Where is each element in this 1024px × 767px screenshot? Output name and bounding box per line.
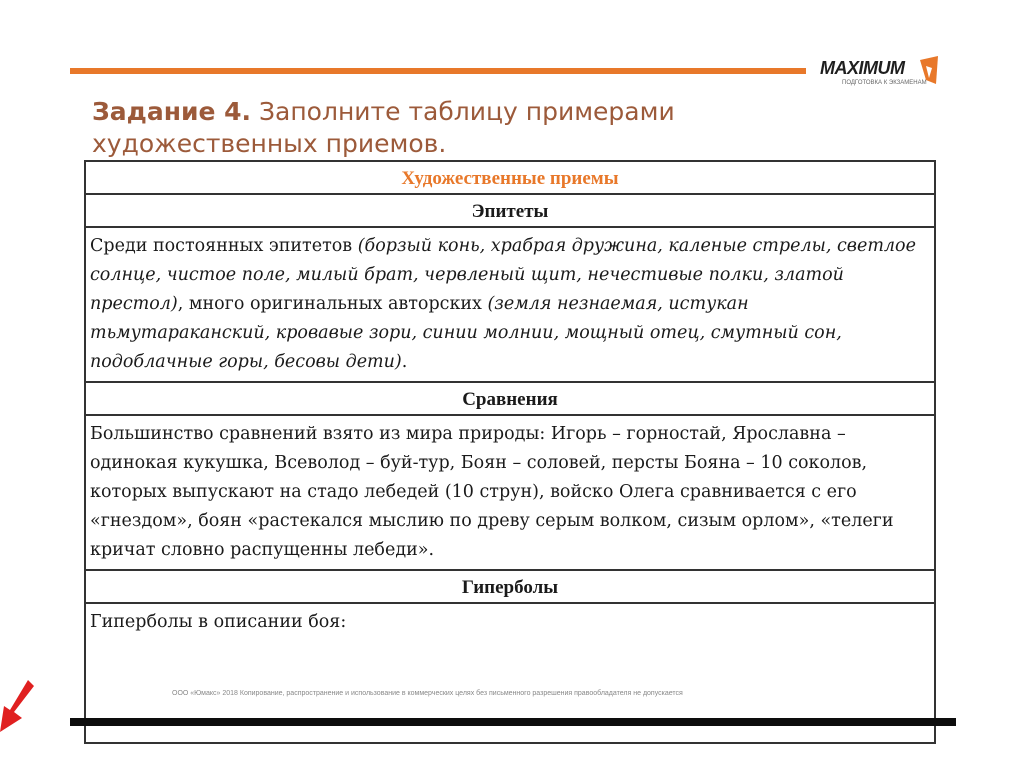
red-arrow-icon	[0, 678, 34, 734]
epithets-text-start: Среди постоянных эпитетов	[90, 236, 358, 256]
section-heading-comparisons: Сравнения	[86, 383, 934, 416]
epithets-examples-author: (земля незнаемая, истукан тьмутараканский, кровавые зори, синии молнии, мощный отец, смутный сон, подоблачные горы, бесовы дети)	[90, 294, 842, 372]
copyright-footer: ООО «Юмакс» 2018 Копирование, распространение и использование в коммерческих целях без письменного разрешения правообладателя не допускается	[172, 690, 683, 697]
top-accent-line	[70, 68, 806, 74]
logo-mark-icon	[916, 54, 942, 88]
section-heading-epithets: Эпитеты	[86, 195, 934, 228]
section-body-epithets	[86, 228, 934, 383]
section-heading-hyperboles: Гиперболы	[86, 571, 934, 604]
section-body-comparisons: Большинство сравнений взято из мира природы: Игорь – горностай, Ярославна – одинокая кукушка, Всеволод – буй-тур, Боян – соловей, персты Бояна – 10 соколов, которых выпускают на стадо лебедей (10 струн), войско Олега сравнивается с его «гнездом», боян «растекался мыслию по древу серым волком, сизым орлом», «телеги кричат словно распущенны лебеди».	[86, 416, 934, 571]
table-header: Художественные приемы	[86, 162, 934, 195]
logo-tagline: ПОДГОТОВКА К ЭКЗАМЕНАМ	[842, 80, 927, 86]
bottom-divider-line	[70, 718, 956, 726]
section-body-hyperboles: Гиперболы в описании боя:	[90, 612, 347, 632]
epithets-text-mid: , много оригинальных авторских	[177, 294, 488, 314]
epithets-examples-standard: (борзый конь, храбрая дружина, каленые стрелы, светлое солнце, чистое поле, милый брат, червленый щит, нечестивые полки, златой престол)	[90, 236, 916, 314]
page-title	[92, 96, 852, 160]
maximum-logo	[820, 52, 950, 94]
title-text: Заполните таблицу примерами художественных приемов.	[92, 97, 675, 158]
title-prefix: Задание 4.	[92, 97, 252, 126]
techniques-table	[84, 160, 936, 744]
epithets-text-end: .	[401, 352, 408, 372]
logo-name: MAXIMUM	[820, 58, 905, 78]
